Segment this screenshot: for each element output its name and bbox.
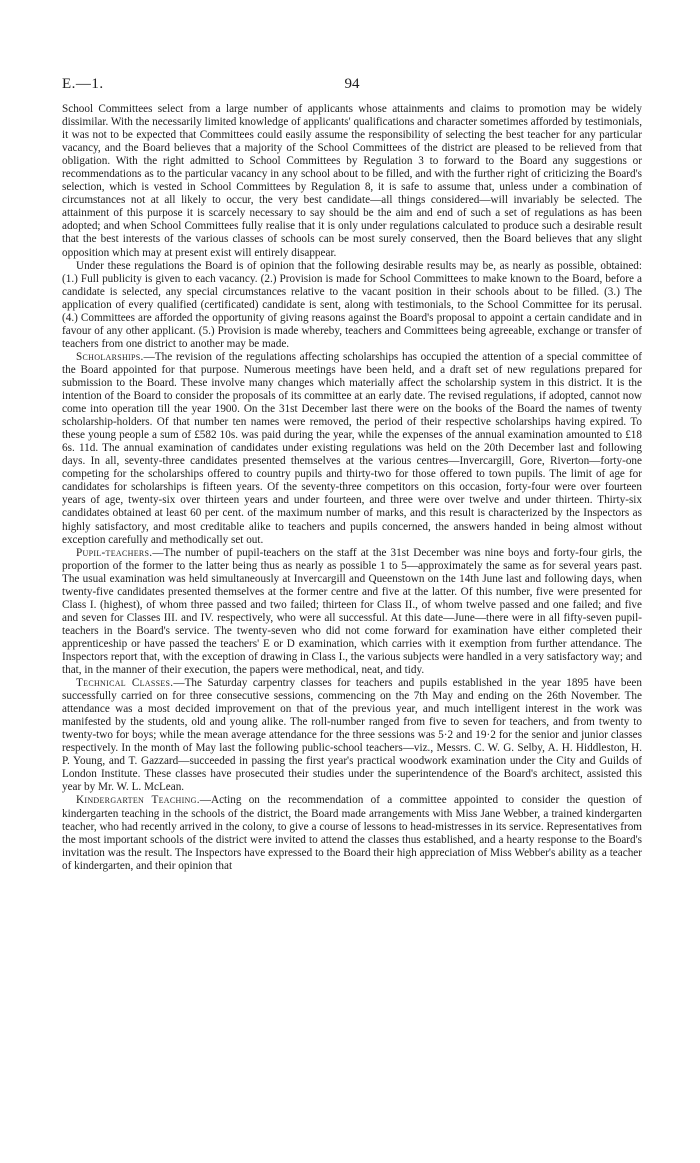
paragraph-text: Under these regulations the Board is of opinion that the following desirable results may be, as nearly as possible, obtained: (1.) Full publicity is given to each vacancy. (2.) Provision is made for School Committees to make known to the Board, before a candidate is selected, any special circumstances relative to the vacant position in their schools about to be filled. (3.) The application of every qualified (certificated) candidate is sent, along with testimonials, to the School Committee for its perusal. (4.) Committees are afforded the opportunity of giving reasons against the Board's proposal to appoint a certain candidate and in favour of any other applicant. (5.) Provision is made whereby, teachers and Committees being agreeable, exchange or transfer of teachers from one district to another may be made. (62, 259, 642, 350)
document-reference: E.—1. (62, 76, 104, 92)
body-text (62, 103, 642, 873)
paragraph-text: —The revision of the regulations affecting scholarships has occupied the attention of a special committee of the Board appointed for that purpose. Numerous meetings have been held, and a draft set of new regulations prepared for submission to the Board. These involve many changes which materially affect the scholarship system in this district. It is the intention of the Board to consider the proposals of its committee at an early date. The revised regulations, if adopted, cannot now come into operation till the year 1900. On the 31st December last there were on the books of the Board the names of twenty scholarship-holders. Of that number ten names were removed, the period of their respective scholarships having expired. To these young people a sum of £582 10s. was paid during the year, while the expenses of the annual examination amounted to £18 6s. 11d. The annual examination of candidates under existing regulations was held on the 20th December last and following days. In all, seventy-three candidates presented themselves at the various centres—Invercargill, Gore, Riverton—forty-one competing for the scholarships offered to country pupils and thirty-two for those offered to town pupils. The limit of age for candidates for scholarships is fifteen years. Of the seventy-three competitors on this occasion, forty-four were over fourteen years of age, twenty-six over thirteen years and under fourteen, and three were over twelve and under thirteen. Thirty-six candidates obtained at least 60 per cent. of the maximum number of marks, and this result is characterized by the Inspectors as highly satisfactory, and most creditable alike to teachers and pupils concerned, the answers handed in being almost without exception carefully and methodically set out. (62, 350, 642, 546)
paragraph-kindergarten-teaching (62, 794, 642, 872)
paragraph-committee-selection (62, 103, 642, 260)
paragraph-text: —The Saturday carpentry classes for teachers and pupils established in the year 1895 have been successfully carried on for three consecutive sessions, commencing on the 7th May and ending on the 26th November. The attendance was a most decided improvement on that of the previous year, and much intelligent interest in the work was manifested by the students, old and young alike. The roll-number ranged from five to seven for teachers, and from twenty to twenty-two for boys; while the mean average attendance for the three sessions was 5·2 and 19·2 for the senior and junior classes respectively. In the month of May last the following public-school teachers—viz., Messrs. C. W. G. Selby, A. H. Hiddleston, H. P. Young, and T. Gazzard—succeeded in passing the first year's practical woodwork examination under the City and Guilds of London Institute. These classes have prosecuted their studies under the superintendence of the Board's architect, assisted this year by Mr. W. L. McLean. (62, 677, 642, 794)
paragraph-technical-classes (62, 677, 642, 794)
paragraph-pupil-teachers (62, 547, 642, 677)
section-heading: Pupil-teachers. (76, 546, 153, 559)
section-heading: Kindergarten Teaching. (76, 794, 200, 807)
paragraph-text: —Acting on the recommendation of a committee appointed to consider the question of kindergarten teaching in the schools of the district, the Board made arrangements with Miss Jane Webber, a trained kindergarten teacher, who had recently arrived in the colony, to give a course of lessons to head-mistresses in its service. Representatives from the most important schools of the district were invited to attend the classes thus established, and a hearty response to the Board's invitation was the result. The Inspectors have expressed to the Board their high appreciation of Miss Webber's ability as a teacher of kindergarten, and their opinion that (62, 794, 642, 872)
section-heading: Scholarships. (76, 350, 144, 363)
paragraph-text: —The number of pupil-teachers on the staff at the 31st December was nine boys and forty-four girls, the proportion of the former to the latter being thus as nearly as possible 1 to 5—approximately the same as for several years past. The usual examination was held simultaneously at Invercargill and Queenstown on the 14th June last and following days, when twenty-five candidates presented themselves at the former centre and five at the latter. Of this number, five were presented for Class I. (highest), of whom three passed and two failed; thirteen for Class II., of whom twelve passed and one failed; and five and seven for Classes III. and IV. respectively, who were all successful. At this date—June—there were in all fifty-seven pupil-teachers in the Board's service. The twenty-seven who did not come forward for examination have either completed their apprenticeship or have passed the teachers' E or D examination, which carries with it exemption from further attendance. The Inspectors report that, with the exception of drawing in Class I., the various subjects were handled in a very satisfactory way; and that, in the manner of their execution, the papers were methodical, neat, and tidy. (62, 546, 642, 677)
paragraph-text: School Committees select from a large number of applicants whose attainments and claims to promotion may be widely dissimilar. With the necessarily limited knowledge of applicants' qualifications and character sometimes afforded by testimonials, it was not to be expected that Committees could easily assume the responsibility of selecting the best teacher for any particular vacancy, and the Board believes that a majority of the School Committees of the district are pleased to be relieved from that obligation. With the right admitted to School Committees by Regulation 3 to forward to the Board any suggestions or recommendations as to the particular vacancy in any school about to be filled, and with the further right of criticizing the Board's selection, which is vested in School Committees by Regulation 8, it is safe to assume that, unless under a combination of circumstances not at all likely to occur, the very best candidate—all things considered—will invariably be selected. The attainment of this purpose it is scarcely necessary to say should be the aim and end of such a set of regulations as has been adopted; and when School Committees fully realise that it is only under regulations calculated to produce such a desirable result that the best interests of the various classes of schools can be most surely conserved, then the Board believes that any slight opposition which may at present exist will entirely disappear. (62, 103, 642, 259)
paragraph-scholarships (62, 351, 642, 547)
page-number: 94 (344, 76, 360, 92)
page-header (62, 76, 642, 98)
paragraph-regulation-results (62, 260, 642, 351)
section-heading: Technical Classes. (76, 677, 174, 690)
